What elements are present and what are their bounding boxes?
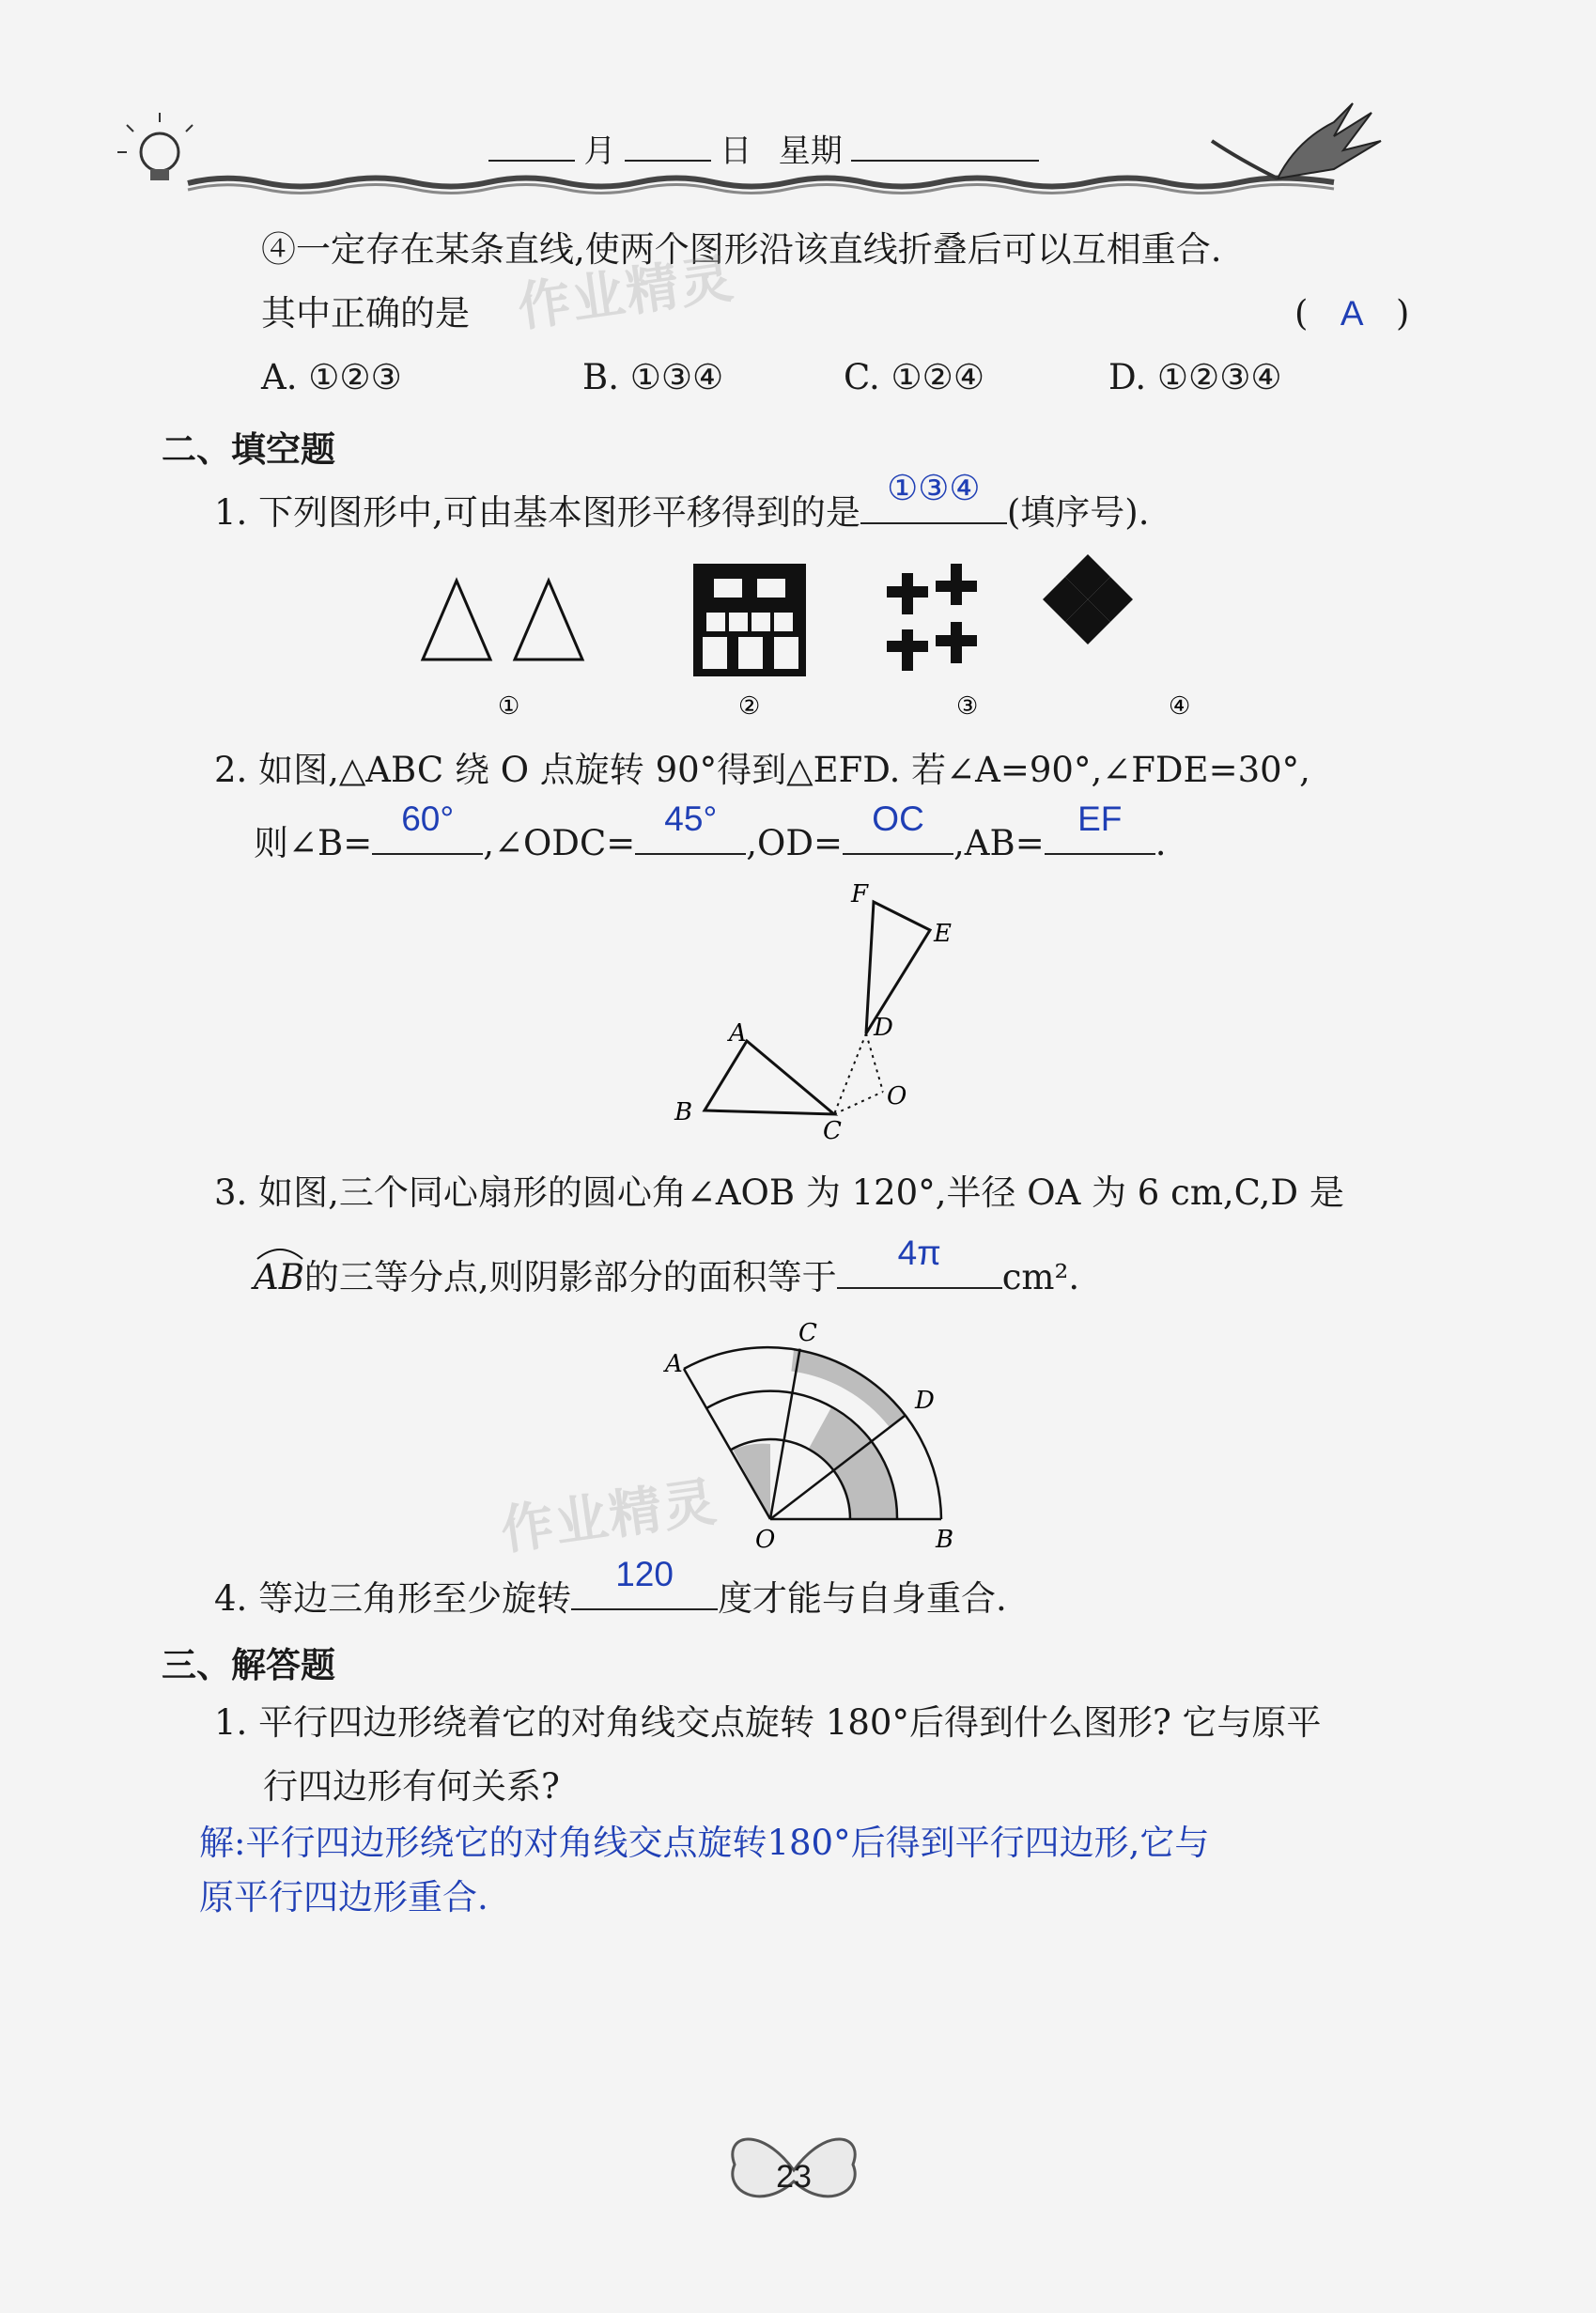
solution-line1: 解:平行四边形绕它的对角线交点旋转180°后得到平行四边形,它与 xyxy=(199,1823,1210,1863)
solution-line2: 原平行四边形重合. xyxy=(199,1877,488,1917)
sector-point-d: D xyxy=(915,1387,935,1415)
q2-line2: 则∠B= 60° ,∠ODC= 45° ,OD= OC ,AB= EF . xyxy=(254,799,1167,863)
point-b: B xyxy=(674,1098,693,1126)
q3-line1: 3. 如图,三个同心扇形的圆心角∠AOB 为 120°,半径 OA 为 6 cm,C,D 是 xyxy=(214,1172,1344,1213)
point-e: E xyxy=(934,920,952,948)
q1-line: 1. 下列图形中,可由基本图形平移得到的是 ①③④ (填序号). xyxy=(214,467,1150,533)
sector-point-a: A xyxy=(665,1350,683,1378)
q2-blank-b[interactable] xyxy=(372,799,483,855)
q2-answer-ab: EF xyxy=(1077,799,1123,838)
prev-question-answer: ( A ) xyxy=(1294,293,1410,334)
fig-label-4: ④ xyxy=(1169,692,1191,721)
q2-blank-ab[interactable] xyxy=(1045,799,1155,855)
weekday-blank[interactable] xyxy=(851,124,1039,162)
point-d: D xyxy=(874,1014,893,1042)
watermark-2: 作业精灵 xyxy=(497,1471,721,1560)
weekday-label: 星期 xyxy=(778,133,843,169)
s3-q1-line2: 行四边形有何关系? xyxy=(263,1766,560,1807)
q2-rotation-figure xyxy=(658,874,977,1146)
sector-point-b: B xyxy=(936,1526,954,1554)
page-number: 23 xyxy=(776,2159,812,2195)
point-f: F xyxy=(851,880,869,908)
option-b: B. ①③④ xyxy=(582,357,724,397)
rotation-dotted-lines xyxy=(834,1033,883,1114)
q2-blank-odc[interactable] xyxy=(635,799,746,855)
arc-symbol xyxy=(256,1244,304,1261)
q4-line: 4. 等边三角形至少旋转 120 度才能与自身重合. xyxy=(214,1554,1007,1619)
answer-a: A xyxy=(1340,294,1364,333)
section-2-title: 二、填空题 xyxy=(162,430,335,469)
q1-blank[interactable] xyxy=(860,467,1007,524)
watermark: 作业精灵 xyxy=(514,248,738,337)
lightbulb-icon xyxy=(117,113,193,180)
fig-label-1: ① xyxy=(498,692,520,721)
day-label: 日 xyxy=(720,133,752,169)
q2-answer-od: OC xyxy=(872,799,924,838)
sector-point-o: O xyxy=(755,1526,776,1554)
q2-line1: 2. 如图,△ABC 绕 O 点旋转 90°得到△EFD. 若∠A=90°,∠FDE=30°, xyxy=(214,750,1310,790)
point-c: C xyxy=(823,1117,842,1145)
option-d: D. ①②③④ xyxy=(1108,357,1282,397)
q2-answer-b: 60° xyxy=(401,799,455,838)
month-blank[interactable] xyxy=(488,124,575,162)
q3-line2: AB 的三等分点,则阴影部分的面积等于 4π cm². xyxy=(254,1233,1080,1297)
prev-question-prompt: 其中正确的是 xyxy=(261,293,470,334)
q4-answer: 120 xyxy=(615,1554,674,1593)
sector-point-c: C xyxy=(798,1319,817,1347)
header-date xyxy=(488,124,1039,171)
day-blank[interactable] xyxy=(625,124,711,162)
prev-question-item4: ④一定存在某条直线,使两个图形沿该直线折叠后可以互相重合. xyxy=(261,229,1222,270)
fig-label-3: ③ xyxy=(956,692,979,721)
arc-ab: AB xyxy=(254,1257,304,1297)
figure-2-people xyxy=(693,564,806,676)
point-a: A xyxy=(729,1019,747,1048)
figure-3-crosses xyxy=(887,564,977,671)
bird-of-paradise-flower-icon xyxy=(1212,103,1381,179)
month-label: 月 xyxy=(583,133,616,169)
fig-label-2: ② xyxy=(738,692,761,721)
q1-figures xyxy=(404,554,1268,723)
option-c: C. ①②④ xyxy=(844,357,985,397)
q2-answer-odc: 45° xyxy=(664,799,718,838)
q2-blank-od[interactable] xyxy=(843,799,953,855)
q3-answer: 4π xyxy=(897,1233,941,1272)
q4-blank[interactable] xyxy=(571,1554,718,1610)
triangle-abc xyxy=(705,1041,834,1114)
point-o: O xyxy=(887,1082,907,1110)
s3-q1-line1: 1. 平行四边形绕着它的对角线交点旋转 180°后得到什么图形? 它与原平 xyxy=(214,1702,1322,1743)
figure-4-diamonds xyxy=(1043,554,1133,644)
figure-1-triangles xyxy=(423,581,582,660)
q1-answer: ①③④ xyxy=(887,467,981,508)
q3-blank[interactable] xyxy=(837,1233,1002,1289)
option-a: A. ①②③ xyxy=(261,357,402,397)
section-3-title: 三、解答题 xyxy=(162,1646,335,1684)
